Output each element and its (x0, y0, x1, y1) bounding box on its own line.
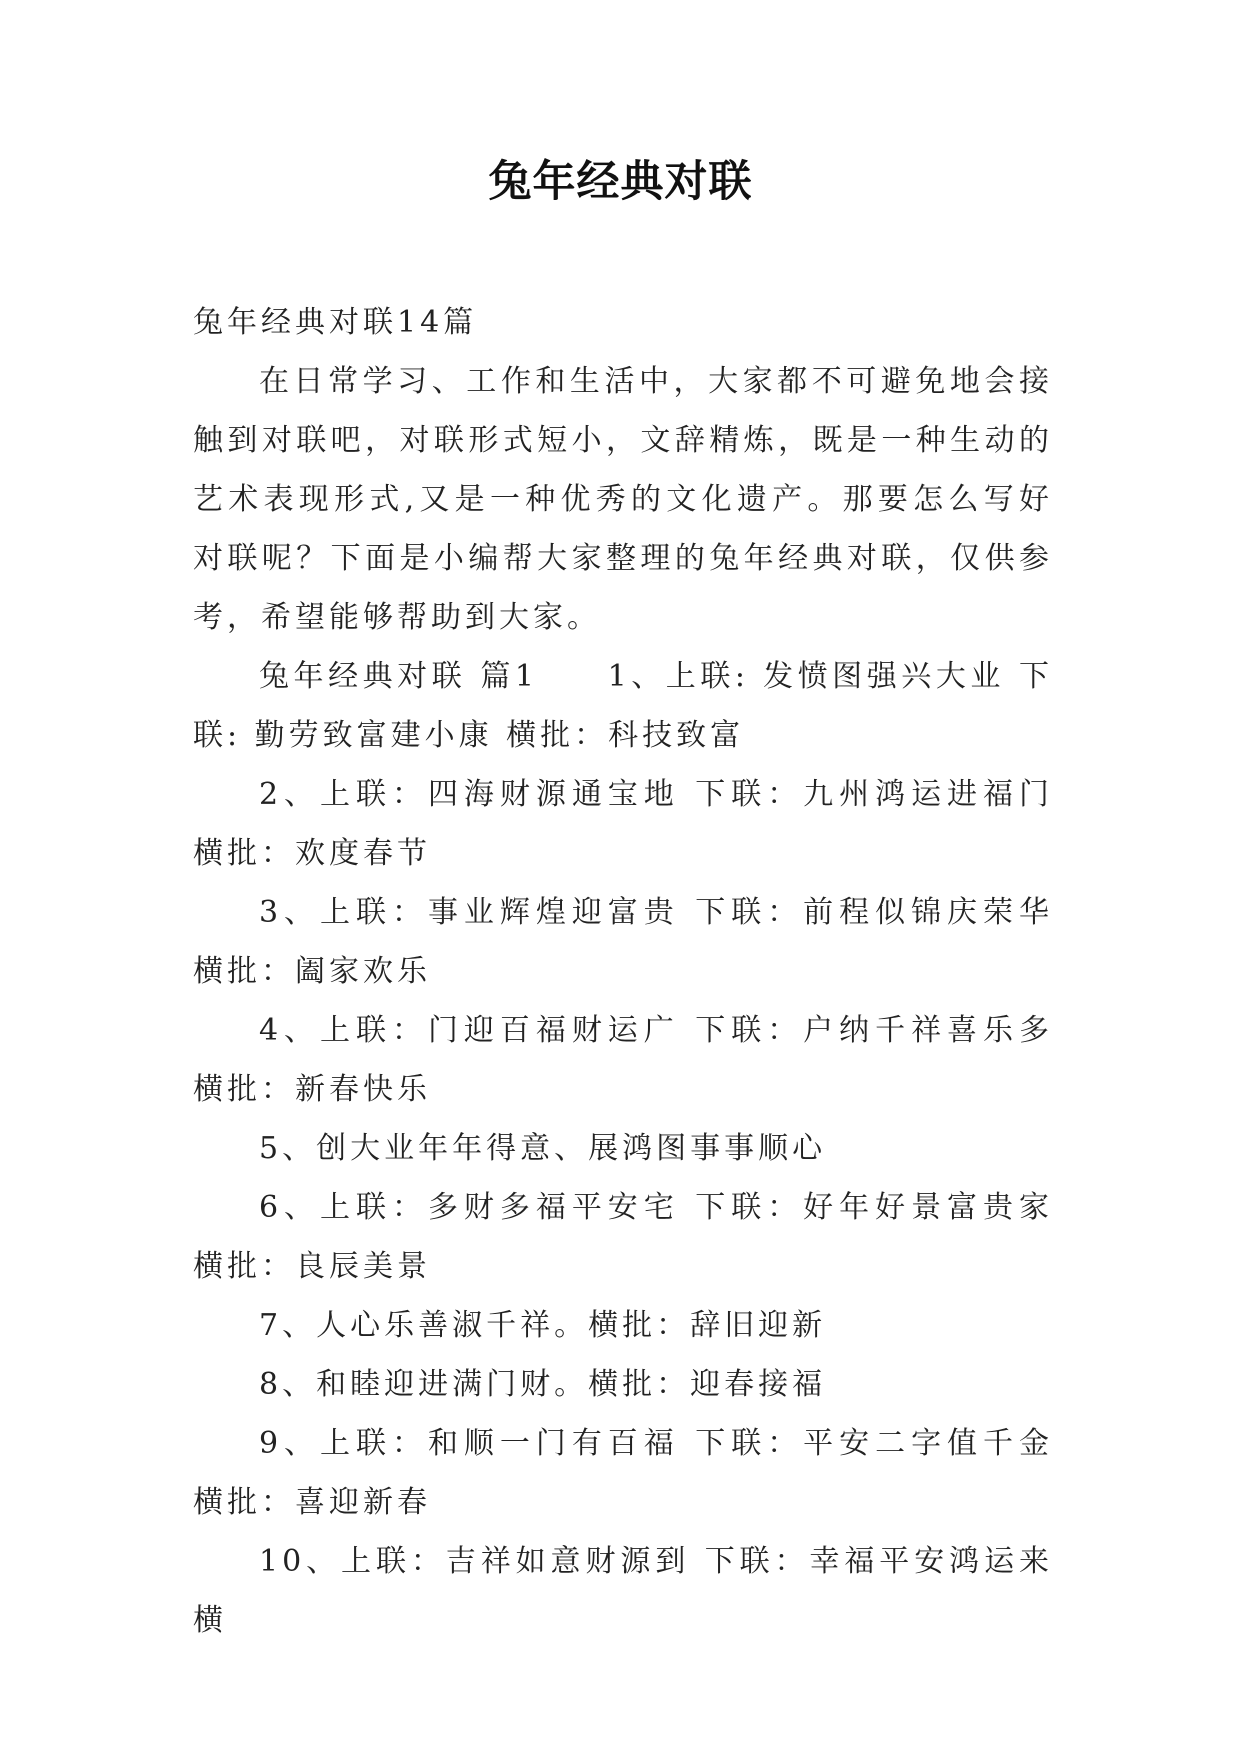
couplet-paragraph: 3、上联：事业辉煌迎富贵 下联：前程似锦庆荣华 横批：阖家欢乐 (193, 895, 1053, 989)
couplet-paragraph: 2、上联：四海财源通宝地 下联：九州鸿运进福门 横批：欢度春节 (193, 777, 1053, 871)
couplet-paragraph: 5、创大业年年得意、展鸿图事事顺心 (259, 1131, 827, 1166)
couplet-paragraph: 7、人心乐善淑千祥。横批：辞旧迎新 (259, 1308, 827, 1343)
couplet-paragraph: 6、上联：多财多福平安宅 下联：好年好景富贵家 横批：良辰美景 (193, 1190, 1053, 1284)
couplet-paragraph: 9、上联：和顺一门有百福 下联：平安二字值千金 横批：喜迎新春 (193, 1426, 1053, 1520)
document-title: 兔年经典对联 (488, 157, 753, 207)
subtitle-paragraph: 兔年经典对联14篇 (193, 305, 478, 340)
couplet-paragraph: 10、上联：吉祥如意财源到 下联：幸福平安鸿运来 横 (193, 1544, 1053, 1638)
couplet-paragraph: 8、和睦迎进满门财。横批：迎春接福 (259, 1367, 827, 1402)
couplet-paragraph: 兔年经典对联 篇1 1、上联: 发愤图强兴大业 下联: 勤劳致富建小康 横批：科技致富 (193, 659, 1053, 753)
document-body (193, 293, 1053, 1650)
intro-paragraph: 在日常学习、工作和生活中，大家都不可避免地会接触到对联吧，对联形式短小，文辞精炼，既是一种生动的艺术表现形式,又是一种优秀的文化遗产。那要怎么写好对联呢？下面是小编帮大家整理的兔年经典对联，仅供参考，希望能够帮助到大家。 (193, 364, 1053, 635)
couplet-paragraph: 4、上联：门迎百福财运广 下联：户纳千祥喜乐多 横批：新春快乐 (193, 1013, 1053, 1107)
